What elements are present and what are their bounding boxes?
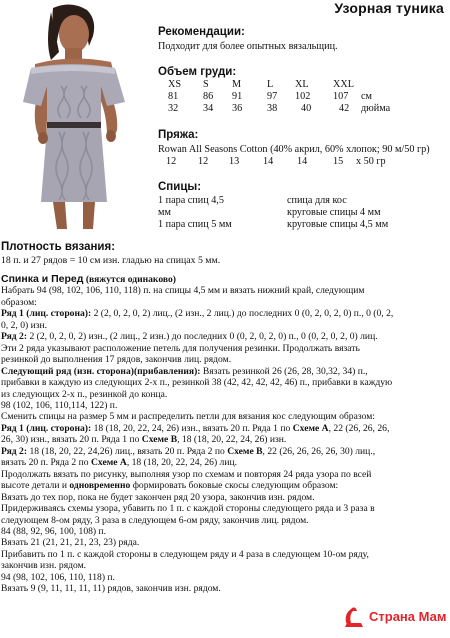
instruction-line: [1, 331, 448, 342]
yarn-count: 12: [198, 156, 209, 167]
instruction-line: Набрать 94 (98, 102, 106, 110, 118) п. на спицы 4,5 мм и вязать нижний край, следующим: [1, 285, 365, 297]
size-label: M: [232, 79, 242, 90]
yarn-count: 14: [263, 156, 274, 167]
gauge-text: 18 п. и 27 рядов = 10 см изн. гладью на спицах 5 мм.: [1, 255, 221, 266]
bust-heading: Объем груди:: [158, 66, 237, 78]
instruction-line: образом:: [1, 296, 37, 308]
instruction-line: прибавки в каждую из следующих 2-х п., резинкой 38 (42, 42, 42, 42, 46) п., прибавки в каждую: [1, 377, 393, 389]
row-label: Ряд 2:: [1, 445, 28, 457]
size-label: XXL: [333, 79, 354, 90]
instructions-body: [1, 270, 448, 595]
recommendations-heading: Рекомендации:: [158, 26, 245, 38]
watermark-text: Страна Мам: [369, 609, 447, 624]
needles-left-2: мм: [158, 207, 171, 218]
size-label: S: [203, 79, 209, 90]
instruction-line: Сменить спицы на размер 5 мм и распределить петли для вязания кос следующим образом:: [1, 411, 375, 423]
instruction-line: [1, 446, 448, 457]
inch-value: 42: [339, 103, 350, 114]
scheme-ref: Схеме А: [90, 457, 127, 469]
cm-value: 102: [295, 91, 311, 102]
cm-value: 91: [232, 91, 243, 102]
row-text: 18 (18, 20, 22, 24,26) лиц., вязать 20 п. Ряда 2 по: [27, 445, 228, 457]
cm-unit: см: [361, 91, 372, 102]
yarn-unit: x 50 гр: [356, 156, 386, 167]
needles-heading: Спицы:: [158, 181, 202, 193]
scheme-ref: Схеме А: [292, 422, 329, 434]
inch-value: 34: [203, 103, 214, 114]
scheme-ref: Схеме В: [141, 434, 178, 446]
instruction-line: [1, 366, 448, 377]
needles-left-1: 1 пара спиц 4,5: [158, 195, 224, 206]
row-text: 2 (2, 0, 2, 0, 2) изн., (2 лиц., 2 изн.) до последних 0 (0, 2, 0, 2, 0) п., 0 (0, 2, 0, 2, 0) лиц.: [27, 331, 378, 343]
cm-value: 81: [168, 91, 179, 102]
emphasis: одновременно: [69, 480, 131, 492]
row-text: , 18 (18, 20, 22, 24, 26) лиц.: [126, 457, 238, 469]
needles-right-3: круговые спицы 4,5 мм: [287, 219, 389, 230]
row-text: , 18 (18, 20, 22, 24, 26) изн.: [177, 434, 287, 446]
inch-value: 40: [301, 103, 312, 114]
size-label: XS: [168, 79, 182, 90]
row-text: высоте детали и: [1, 480, 70, 492]
instruction-line: 0, 2, 0) изн.: [1, 319, 48, 331]
row-text: 2 (2, 0, 2, 0, 2) лиц., (2 изн., 2 лиц.) до последних 0 (0, 2, 0, 2, 0) п., 0 (0, 2,: [91, 308, 394, 320]
yarn-count: 14: [297, 156, 308, 167]
size-label: XL: [295, 79, 309, 90]
instruction-line: Эти 2 ряда указывают расположение петель для получения резинки. Продолжать вязать: [1, 342, 360, 354]
instruction-line: 98 (102, 106, 110,114, 122) п.: [1, 399, 118, 411]
page-title: Узорная туника: [334, 0, 444, 16]
cm-value: 107: [333, 91, 349, 102]
instruction-line: Придерживаясь схемы узора, убавить по 1 п. с каждой стороны следующего ряда и 3 раза в: [1, 503, 375, 515]
instruction-line: [1, 434, 448, 445]
back-front-note: (вяжутся одинаково): [85, 274, 176, 285]
yarn-heading: Пряжа:: [158, 129, 199, 141]
back-front-heading: Спинка и Перед: [1, 273, 84, 285]
row-text: Вязать резинкой 26 (26, 28, 30,32, 34) п.,: [200, 365, 368, 377]
row-text: 18 (18, 20, 22, 24, 26) изн., вязать 20 п. Ряда 1 по: [91, 422, 293, 434]
needles-right-1: спица для кос: [287, 195, 347, 206]
needles-left-3: 1 пара спиц 5 мм: [158, 219, 232, 230]
cm-value: 97: [267, 91, 278, 102]
row-label: Ряд 1 (лиц. сторона):: [1, 308, 92, 320]
yarn-count: 12: [166, 156, 177, 167]
scheme-ref: Схеме В: [227, 445, 263, 457]
instruction-line: Прибавить по 1 п. с каждой стороны в следующем ряду и 4 раза в следующем 10-ом ряду,: [1, 548, 369, 560]
instruction-line: Вязать 9 (9, 11, 11, 11, 11) рядов, закончив изн. рядом.: [1, 583, 221, 595]
row-label: Следующий ряд (изн. сторона)(прибавления):: [1, 365, 201, 377]
instruction-line: Вязать 21 (21, 21, 21, 23, 23) ряда.: [1, 537, 140, 549]
instruction-line: Вязать до тех пор, пока не будет закончен ряд 20 узора, закончив изн. рядом.: [1, 491, 315, 503]
instruction-line: 94 (98, 102, 106, 110, 118) п.: [1, 571, 115, 583]
instruction-line: следующем 8-ом ряду, 3 раза в следующем 6-ом ряду, закончив лиц. рядом.: [1, 514, 309, 526]
instruction-line: [1, 423, 448, 434]
inch-value: 36: [232, 103, 243, 114]
model-photo: [1, 2, 149, 229]
instruction-line: [1, 308, 448, 319]
gauge-heading: Плотность вязания:: [1, 241, 116, 253]
instruction-line: 84 (88, 92, 96, 100, 108) п.: [1, 525, 107, 537]
recommendations-text: Подходит для более опытных вязальщиц.: [158, 41, 338, 52]
row-text: формировать боковые скосы следующим образом:: [130, 480, 339, 492]
bust-inch-row: [0, 103, 450, 115]
inch-unit: дюйма: [361, 103, 391, 114]
bust-cm-row: [0, 91, 450, 103]
yarn-counts-row: [0, 156, 450, 168]
cm-value: 86: [203, 91, 214, 102]
row-text: 26, 30) изн., вязать 20 п. Ряда 1 по: [1, 434, 142, 446]
row-label: Ряд 2:: [1, 331, 28, 343]
row-text: вязать 20 п. Ряда 2 по: [1, 457, 91, 469]
yarn-count: 13: [229, 156, 240, 167]
instruction-line: резинкой до выполнения 17 рядов, закончив лиц. рядом.: [1, 354, 232, 366]
yarn-count: 15: [333, 156, 344, 167]
row-text: , 22 (26, 26, 26,: [328, 422, 390, 434]
bust-sizes-row: [0, 79, 450, 91]
yarn-text: Rowan All Seasons Cotton (40% акрил, 60% хлопок; 90 м/50 гр): [158, 144, 430, 155]
instruction-line: [1, 480, 448, 491]
row-text: , 22 (26, 26, 26, 26, 30) лиц.,: [262, 445, 376, 457]
inch-value: 38: [267, 103, 278, 114]
instruction-line: Продолжать вязать по рисунку, выполняя узор по схемам и повторяя 24 ряда узора по всей: [1, 468, 372, 480]
instruction-line: из следующих 2-х п., резинкой до конца.: [1, 388, 168, 400]
needles-right-2: круговые спицы 4 мм: [287, 207, 381, 218]
size-label: L: [267, 79, 274, 90]
instruction-line: закончив изн. рядом.: [1, 560, 87, 572]
instruction-line: [1, 457, 448, 468]
row-label: Ряд 1 (лиц. сторона):: [1, 422, 92, 434]
watermark-logo: [339, 599, 447, 633]
inch-value: 32: [168, 103, 179, 114]
